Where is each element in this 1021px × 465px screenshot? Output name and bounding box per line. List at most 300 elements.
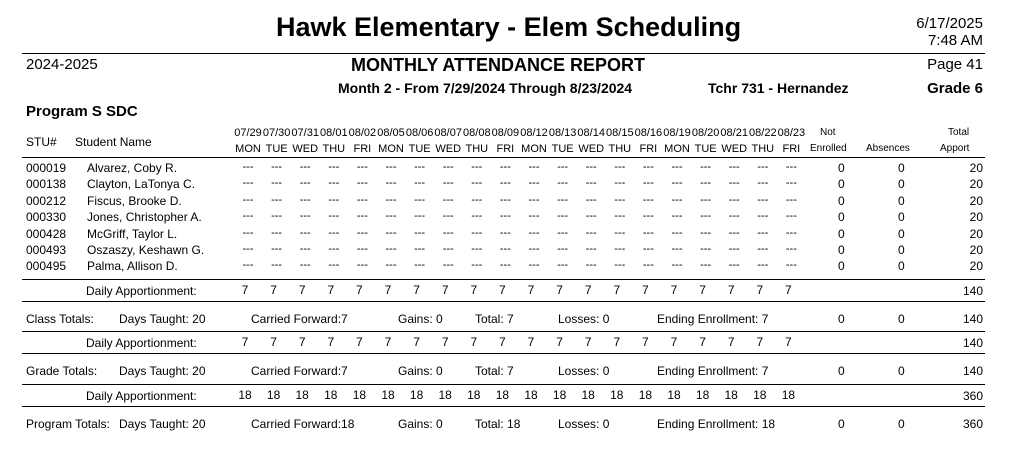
daily-value: 7 xyxy=(642,335,649,349)
attendance-mark: --- xyxy=(271,161,283,173)
attendance-mark: --- xyxy=(785,161,797,173)
daily-value: 7 xyxy=(470,335,478,349)
col-total-1: Total xyxy=(948,127,970,138)
not-enrolled-value: 0 xyxy=(838,226,845,241)
attendance-mark: --- xyxy=(242,259,254,272)
student-name: Clayton, LaTonya C. xyxy=(87,177,196,192)
absences-value: 0 xyxy=(898,243,905,257)
attendance-mark: --- xyxy=(299,259,311,272)
daily-value: 18 xyxy=(667,388,681,402)
absences-value: 0 xyxy=(898,193,905,208)
attendance-mark: --- xyxy=(757,161,769,173)
section-not-enrolled: 0 xyxy=(838,364,845,378)
day-header: FRI xyxy=(496,143,515,155)
attendance-mark: --- xyxy=(242,161,254,173)
daily-apportionment-label: Daily Apportionment: xyxy=(86,284,197,298)
section-absences: 0 xyxy=(898,364,905,378)
section-rule xyxy=(22,406,985,407)
daily-value: 7 xyxy=(613,335,621,349)
not-enrolled-value: 0 xyxy=(838,210,845,225)
school-title: Hawk Elementary - Elem Scheduling xyxy=(276,12,742,42)
date-header: 08/09 xyxy=(491,127,520,139)
day-header: TUE xyxy=(265,143,288,155)
student-name: Fiscus, Brooke D. xyxy=(87,193,182,208)
attendance-mark: --- xyxy=(271,226,283,239)
attendance-mark: --- xyxy=(299,161,311,173)
attendance-mark: --- xyxy=(499,243,511,255)
attendance-mark: --- xyxy=(785,210,797,223)
date-header: 08/01 xyxy=(320,127,348,139)
day-header: THU xyxy=(322,143,346,155)
attendance-mark: --- xyxy=(328,243,340,255)
attendance-mark: --- xyxy=(614,226,626,239)
total-count: Total: 18 xyxy=(475,417,521,431)
daily-value: 7 xyxy=(384,283,392,297)
table-row xyxy=(0,259,1021,275)
daily-value: 18 xyxy=(695,388,710,402)
attendance-mark: --- xyxy=(528,193,540,206)
not-enrolled-value: 0 xyxy=(838,193,845,208)
date-header: 08/15 xyxy=(606,127,634,139)
attendance-mark: --- xyxy=(757,193,769,206)
day-header: MON xyxy=(235,143,261,155)
day-header: TUE xyxy=(694,143,717,155)
attendance-mark: --- xyxy=(499,193,511,206)
daily-value: 7 xyxy=(699,335,706,349)
table-row xyxy=(0,194,1021,210)
daily-value: 7 xyxy=(642,283,649,297)
not-enrolled-value: 0 xyxy=(838,161,845,175)
attendance-mark: --- xyxy=(242,210,254,223)
attendance-mark: --- xyxy=(356,177,368,190)
page-number: Page 41 xyxy=(927,56,983,73)
attendance-mark: --- xyxy=(700,259,712,272)
attendance-mark: --- xyxy=(471,259,483,272)
apport-value: 20 xyxy=(969,226,983,241)
attendance-mark: --- xyxy=(414,210,426,223)
daily-value: 7 xyxy=(241,283,249,297)
daily-value: 18 xyxy=(638,388,653,402)
attendance-mark: --- xyxy=(299,177,311,190)
daily-value: 7 xyxy=(270,283,277,297)
attendance-mark: --- xyxy=(585,177,597,190)
attendance-mark: --- xyxy=(271,243,283,255)
attendance-mark: --- xyxy=(356,210,368,223)
daily-value: 18 xyxy=(295,388,309,402)
day-header: TUE xyxy=(408,143,431,155)
student-name: Jones, Christopher A. xyxy=(87,210,202,225)
attendance-mark: --- xyxy=(414,193,426,206)
col-stu: STU# xyxy=(26,135,57,149)
day-header: WED xyxy=(292,143,319,155)
total-count: Total: 7 xyxy=(475,364,514,378)
daily-value: 18 xyxy=(352,388,367,402)
daily-value: 7 xyxy=(699,283,706,297)
apport-value: 20 xyxy=(969,177,983,192)
student-id: 000493 xyxy=(26,243,67,257)
attendance-mark: --- xyxy=(385,259,397,272)
attendance-mark: --- xyxy=(528,161,540,173)
date-header: 08/12 xyxy=(520,127,548,139)
total-count: Total: 7 xyxy=(475,312,514,326)
gains: Gains: 0 xyxy=(398,364,443,378)
daily-value: 7 xyxy=(298,283,306,297)
student-id: 000138 xyxy=(26,177,67,192)
attendance-mark: --- xyxy=(757,210,769,223)
attendance-mark: --- xyxy=(299,193,311,206)
apport-value: 20 xyxy=(969,193,983,208)
apport-value: 20 xyxy=(969,243,983,257)
daily-value: 7 xyxy=(327,283,335,297)
day-header: FRI xyxy=(639,143,658,155)
attendance-mark: --- xyxy=(328,226,340,239)
daily-value: 18 xyxy=(467,388,481,402)
daily-value: 18 xyxy=(753,388,767,402)
day-header: THU xyxy=(465,143,489,155)
not-enrolled-value: 0 xyxy=(838,243,845,257)
daily-value: 7 xyxy=(527,335,535,349)
attendance-mark: --- xyxy=(385,226,397,239)
attendance-mark: --- xyxy=(700,193,712,206)
attendance-mark: --- xyxy=(528,259,540,272)
attendance-mark: --- xyxy=(671,177,683,190)
attendance-mark: --- xyxy=(528,243,540,255)
daily-value: 7 xyxy=(670,335,678,349)
attendance-mark: --- xyxy=(499,226,511,239)
ending-enrollment: Ending Enrollment: 18 xyxy=(657,417,776,431)
day-header: MON xyxy=(378,143,404,155)
student-name: McGriff, Taylor L. xyxy=(87,226,178,241)
attendance-mark: --- xyxy=(757,259,769,272)
date-header: 07/30 xyxy=(262,127,291,139)
attendance-mark: --- xyxy=(728,210,740,223)
daily-value: 7 xyxy=(270,335,277,349)
daily-value: 7 xyxy=(384,335,392,349)
day-header: TUE xyxy=(551,143,574,155)
daily-value: 7 xyxy=(785,283,792,297)
attendance-mark: --- xyxy=(299,243,311,255)
header-rule xyxy=(22,53,985,54)
section-rule xyxy=(22,301,985,302)
attendance-mark: --- xyxy=(785,193,797,206)
attendance-mark: --- xyxy=(414,177,426,190)
attendance-mark: --- xyxy=(785,243,797,255)
daily-value: 18 xyxy=(266,388,281,402)
attendance-mark: --- xyxy=(614,259,626,272)
attendance-mark: --- xyxy=(642,210,654,223)
daily-value: 7 xyxy=(584,335,592,349)
attendance-mark: --- xyxy=(328,177,340,190)
attendance-mark: --- xyxy=(671,210,683,223)
attendance-mark: --- xyxy=(356,161,368,173)
daily-value: 18 xyxy=(438,388,452,402)
col-not-enrolled-1: Not xyxy=(820,127,836,138)
attendance-mark: --- xyxy=(442,226,454,239)
daily-value: 7 xyxy=(584,283,592,297)
attendance-mark: --- xyxy=(242,193,254,206)
attendance-mark: --- xyxy=(700,226,712,239)
attendance-mark: --- xyxy=(585,210,597,223)
apport-value: 20 xyxy=(969,210,983,225)
attendance-mark: --- xyxy=(700,243,712,255)
date-header: 08/19 xyxy=(663,127,691,139)
attendance-mark: --- xyxy=(499,177,511,190)
daily-value: 7 xyxy=(298,335,306,349)
attendance-mark: --- xyxy=(585,259,597,272)
daily-value: 18 xyxy=(324,388,338,402)
day-header: FRI xyxy=(353,143,372,155)
daily-value: 7 xyxy=(756,283,764,297)
totals-label: Program Totals: xyxy=(26,417,110,431)
attendance-mark: --- xyxy=(442,193,454,206)
attendance-mark: --- xyxy=(242,243,254,255)
absences-value: 0 xyxy=(898,259,905,274)
attendance-mark: --- xyxy=(671,161,683,173)
section-apport: 140 xyxy=(962,364,983,378)
attendance-mark: --- xyxy=(671,193,683,206)
teacher: Tchr 731 - Hernandez xyxy=(708,80,849,96)
attendance-mark: --- xyxy=(585,193,597,206)
daily-value: 18 xyxy=(238,388,252,402)
daily-value: 18 xyxy=(552,388,567,402)
attendance-mark: --- xyxy=(614,210,626,223)
date-header: 08/21 xyxy=(720,127,748,139)
day-header: WED xyxy=(578,143,605,155)
losses: Losses: 0 xyxy=(558,417,610,431)
attendance-mark: --- xyxy=(471,193,483,206)
attendance-mark: --- xyxy=(356,259,368,272)
attendance-mark: --- xyxy=(728,193,740,206)
attendance-mark: --- xyxy=(385,243,397,255)
attendance-mark: --- xyxy=(757,226,769,239)
ending-enrollment: Ending Enrollment: 7 xyxy=(657,364,769,378)
daily-value: 7 xyxy=(441,283,449,297)
section-not-enrolled: 0 xyxy=(838,312,845,326)
attendance-mark: --- xyxy=(671,259,683,272)
attendance-mark: --- xyxy=(700,210,712,223)
attendance-mark: --- xyxy=(299,226,311,239)
ending-enrollment: Ending Enrollment: 7 xyxy=(657,312,769,326)
attendance-mark: --- xyxy=(557,259,569,272)
attendance-mark: --- xyxy=(585,161,597,173)
attendance-mark: --- xyxy=(414,226,426,239)
daily-value: 18 xyxy=(581,388,595,402)
attendance-mark: --- xyxy=(414,259,426,272)
losses: Losses: 0 xyxy=(558,364,610,378)
day-header: THU xyxy=(751,143,775,155)
report-title: MONTHLY ATTENDANCE REPORT xyxy=(351,55,646,75)
attendance-mark: --- xyxy=(442,259,454,272)
daily-value: 7 xyxy=(499,283,506,297)
daily-value: 7 xyxy=(499,335,506,349)
attendance-mark: --- xyxy=(557,193,569,206)
attendance-mark: --- xyxy=(328,161,340,173)
attendance-mark: --- xyxy=(757,243,769,255)
daily-value: 7 xyxy=(327,335,335,349)
grade-label: Grade 6 xyxy=(927,80,983,97)
day-header: WED xyxy=(435,143,462,155)
daily-value: 7 xyxy=(441,335,449,349)
attendance-mark: --- xyxy=(242,226,254,239)
date-header: 07/31 xyxy=(291,127,319,139)
date-header: 08/05 xyxy=(377,127,405,139)
attendance-mark: --- xyxy=(585,243,597,255)
attendance-mark: --- xyxy=(585,226,597,239)
attendance-mark: --- xyxy=(728,226,740,239)
date-header: 08/02 xyxy=(348,127,377,139)
attendance-mark: --- xyxy=(385,177,397,190)
not-enrolled-value: 0 xyxy=(838,259,845,274)
attendance-mark: --- xyxy=(614,161,626,173)
attendance-mark: --- xyxy=(614,243,626,255)
daily-apportionment-label: Daily Apportionment: xyxy=(86,336,197,350)
date-header: 07/29 xyxy=(234,127,262,139)
attendance-mark: --- xyxy=(242,177,254,190)
daily-value: 7 xyxy=(727,283,735,297)
attendance-mark: --- xyxy=(271,259,283,272)
attendance-mark: --- xyxy=(557,177,569,190)
daily-value: 18 xyxy=(495,388,510,402)
student-id: 000212 xyxy=(26,193,67,208)
gains: Gains: 0 xyxy=(398,312,443,326)
attendance-mark: --- xyxy=(642,243,654,255)
date-header: 08/22 xyxy=(749,127,777,139)
attendance-mark: --- xyxy=(385,161,397,173)
school-year: 2024-2025 xyxy=(26,56,98,73)
attendance-mark: --- xyxy=(328,210,340,223)
daily-value: 18 xyxy=(724,388,738,402)
daily-value: 7 xyxy=(670,283,678,297)
section-not-enrolled: 0 xyxy=(838,417,845,431)
carried-forward: Carried Forward:18 xyxy=(251,417,355,431)
attendance-mark: --- xyxy=(700,161,712,173)
attendance-mark: --- xyxy=(728,177,740,190)
date-header: 08/23 xyxy=(777,127,806,139)
attendance-mark: --- xyxy=(642,161,654,173)
apport-value: 20 xyxy=(969,161,983,175)
date-header: 08/20 xyxy=(691,127,720,139)
carried-forward: Carried Forward:7 xyxy=(251,312,348,326)
attendance-mark: --- xyxy=(728,161,740,173)
totals-label: Class Totals: xyxy=(26,312,94,326)
attendance-mark: --- xyxy=(528,210,540,223)
daily-value: 18 xyxy=(781,388,796,402)
student-name: Oszaszy, Keshawn G. xyxy=(87,243,205,257)
attendance-mark: --- xyxy=(299,210,311,223)
daily-value: 18 xyxy=(409,388,424,402)
date-range: Month 2 - From 7/29/2024 Through 8/23/2024 xyxy=(338,80,633,96)
attendance-mark: --- xyxy=(557,243,569,255)
daily-value: 7 xyxy=(356,283,363,297)
section-absences: 0 xyxy=(898,417,905,431)
day-header: FRI xyxy=(782,143,801,155)
attendance-mark: --- xyxy=(414,243,426,255)
attendance-mark: --- xyxy=(414,161,426,173)
attendance-mark: --- xyxy=(442,210,454,223)
attendance-mark: --- xyxy=(557,210,569,223)
attendance-mark: --- xyxy=(442,161,454,173)
attendance-mark: --- xyxy=(471,226,483,239)
attendance-mark: --- xyxy=(785,177,797,190)
daily-total: 360 xyxy=(962,389,983,403)
daily-value: 7 xyxy=(613,283,621,297)
report-date: 6/17/2025 xyxy=(916,15,983,32)
absences-value: 0 xyxy=(898,210,905,225)
attendance-mark: --- xyxy=(785,259,797,272)
attendance-mark: --- xyxy=(700,177,712,190)
absences-value: 0 xyxy=(898,177,905,192)
gains: Gains: 0 xyxy=(398,417,443,431)
not-enrolled-value: 0 xyxy=(838,177,845,192)
attendance-mark: --- xyxy=(642,193,654,206)
table-row xyxy=(0,177,1021,193)
days-taught: Days Taught: 20 xyxy=(119,364,206,378)
student-name: Alvarez, Coby R. xyxy=(87,161,178,175)
absences-value: 0 xyxy=(898,226,905,241)
program-title: Program S SDC xyxy=(26,103,138,120)
attendance-mark: --- xyxy=(328,259,340,272)
attendance-mark: --- xyxy=(356,243,368,255)
attendance-mark: --- xyxy=(728,243,740,255)
date-header: 08/08 xyxy=(463,127,491,139)
days-taught: Days Taught: 20 xyxy=(119,312,206,326)
student-id: 000330 xyxy=(26,210,67,225)
attendance-mark: --- xyxy=(557,226,569,239)
section-rule xyxy=(22,331,985,332)
losses: Losses: 0 xyxy=(558,312,610,326)
date-header: 08/07 xyxy=(434,127,462,139)
attendance-mark: --- xyxy=(614,177,626,190)
daily-apportionment-label: Daily Apportionment: xyxy=(86,389,197,403)
attendance-mark: --- xyxy=(356,226,368,239)
student-id: 000019 xyxy=(26,161,67,175)
student-name: Palma, Allison D. xyxy=(87,259,178,274)
section-rule xyxy=(22,353,985,354)
student-id: 000428 xyxy=(26,226,67,241)
table-row xyxy=(0,210,1021,226)
table-row xyxy=(0,227,1021,243)
date-header: 08/06 xyxy=(405,127,434,139)
daily-value: 18 xyxy=(610,388,624,402)
daily-value: 18 xyxy=(381,388,395,402)
attendance-mark: --- xyxy=(757,177,769,190)
totals-label: Grade Totals: xyxy=(26,364,98,378)
daily-value: 7 xyxy=(727,335,735,349)
attendance-mark: --- xyxy=(385,210,397,223)
day-header: MON xyxy=(521,143,547,155)
attendance-mark: --- xyxy=(499,161,511,173)
attendance-mark: --- xyxy=(271,210,283,223)
col-total-2: Apport xyxy=(940,143,970,154)
daily-value: 7 xyxy=(470,283,478,297)
section-rule xyxy=(22,384,985,385)
attendance-mark: --- xyxy=(471,243,483,255)
attendance-mark: --- xyxy=(471,177,483,190)
days-taught: Days Taught: 20 xyxy=(119,417,206,431)
attendance-mark: --- xyxy=(671,243,683,255)
col-not-enrolled-2: Enrolled xyxy=(810,143,847,154)
attendance-mark: --- xyxy=(785,226,797,239)
apport-value: 20 xyxy=(969,259,983,274)
attendance-mark: --- xyxy=(614,193,626,206)
attendance-mark: --- xyxy=(271,177,283,190)
attendance-mark: --- xyxy=(642,226,654,239)
attendance-mark: --- xyxy=(557,161,569,173)
col-student-name: Student Name xyxy=(75,135,152,149)
attendance-mark: --- xyxy=(642,259,654,272)
report-time: 7:48 AM xyxy=(927,32,983,49)
daily-total: 140 xyxy=(962,336,983,350)
